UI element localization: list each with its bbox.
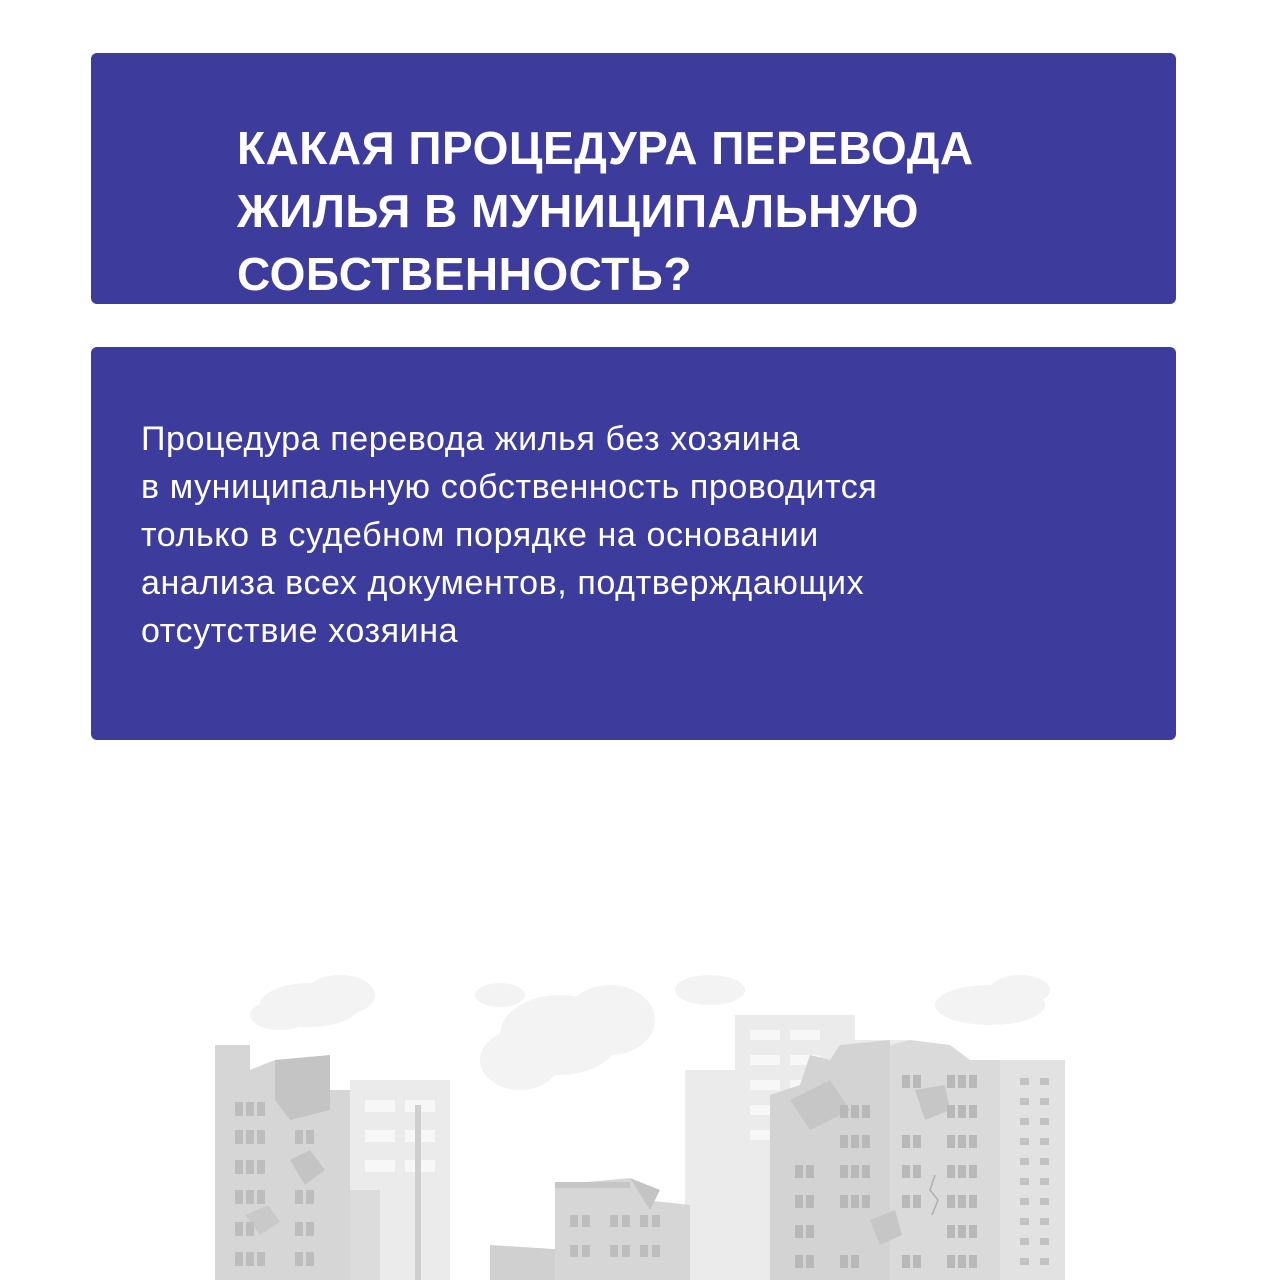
question-title-line-1: КАКАЯ ПРОЦЕДУРА ПЕРЕВОДА [237, 122, 974, 174]
question-title-card [91, 53, 1176, 304]
answer-text-line-1: Процедура перевода жилья без хозяина [141, 420, 801, 458]
ruined-city-buildings-icon [190, 960, 1090, 1280]
answer-card [91, 347, 1176, 740]
question-title-line-2: ЖИЛЬЯ В МУНИЦИПАЛЬНУЮ [237, 185, 919, 237]
answer-text-line-4: анализа всех документов, подтверждающих [141, 564, 865, 602]
answer-text-line-5: отсутствие хозяина [141, 612, 459, 650]
question-title-line-3: СОБСТВЕННОСТЬ? [237, 248, 692, 300]
answer-text-line-3: только в судебном порядке на основании [141, 516, 819, 554]
answer-text-line-2: в муниципальную собственность проводится [141, 468, 878, 506]
